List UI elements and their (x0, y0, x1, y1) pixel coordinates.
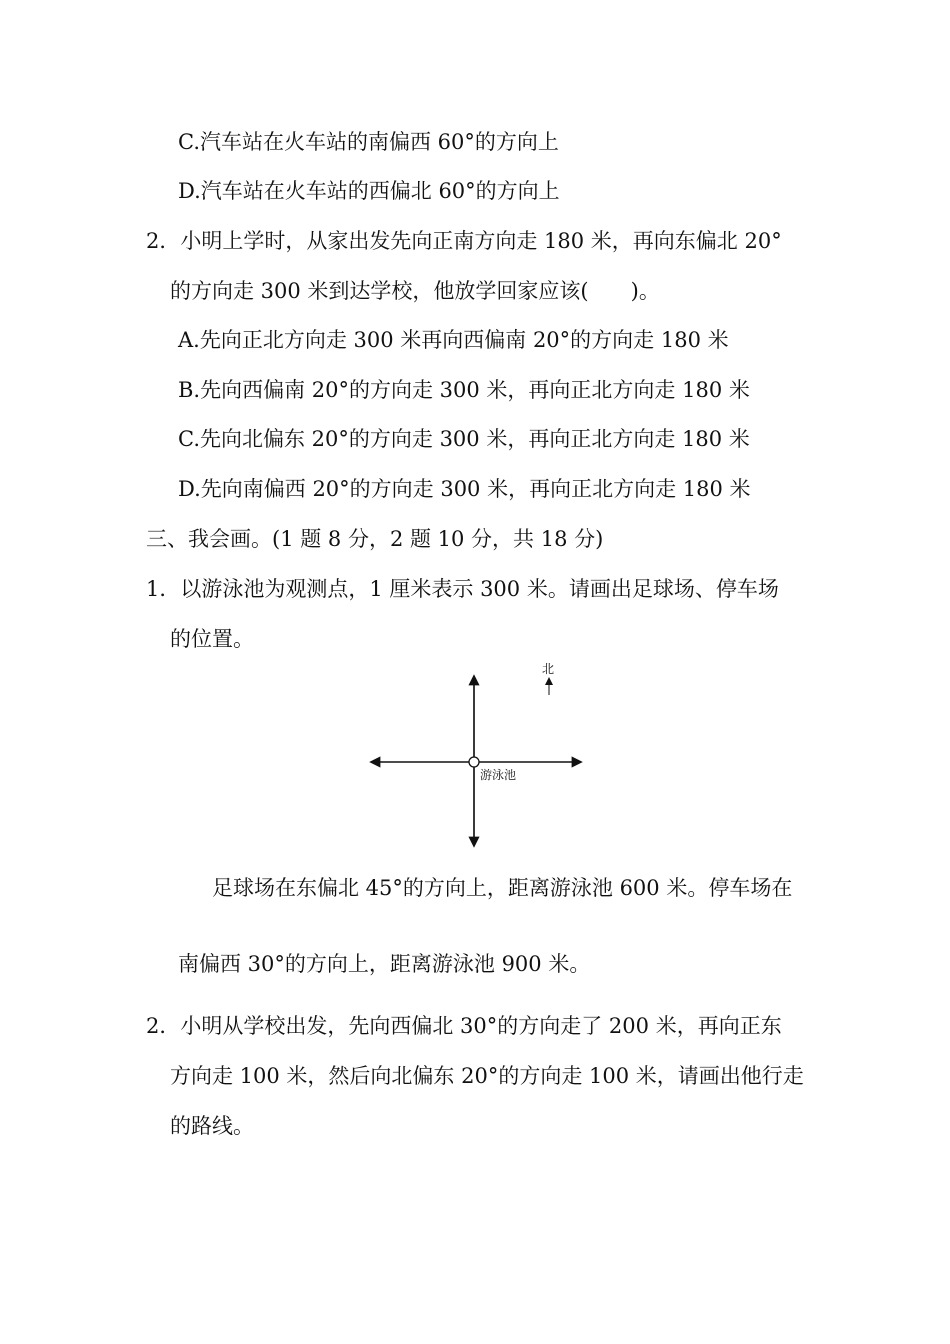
north-label: 北 (542, 662, 555, 676)
q2-option-d: D.先向南偏西 20°的方向走 300 米，再向正北方向走 180 米 (178, 477, 751, 501)
s3-q2-line3: 的路线。 (170, 1114, 254, 1138)
q2-option-a: A.先向正北方向走 300 米再向西偏南 20°的方向走 180 米 (178, 328, 729, 352)
q2-stem-line1: 2．小明上学时，从家出发先向正南方向走 180 米，再向东偏北 20° (146, 229, 782, 253)
q2-option-b: B.先向西偏南 20°的方向走 300 米，再向正北方向走 180 米 (178, 378, 750, 402)
q2-stem-line2: 的方向走 300 米到达学校，他放学回家应该( )。 (170, 279, 660, 303)
center-label: 游泳池 (480, 768, 517, 782)
answer-line2: 南偏西 30°的方向上，距离游泳池 900 米。 (178, 952, 591, 976)
s3-q2-line2: 方向走 100 米，然后向北偏东 20°的方向走 100 米，请画出他行走 (170, 1064, 804, 1088)
compass-diagram (360, 655, 590, 855)
section3-heading: 三、我会画。(1 题 8 分，2 题 10 分，共 18 分) (146, 527, 604, 551)
q1-option-d: D.汽车站在火车站的西偏北 60°的方向上 (178, 179, 560, 203)
s3-q1-line2: 的位置。 (170, 627, 254, 651)
q2-option-c: C.先向北偏东 20°的方向走 300 米，再向正北方向走 180 米 (178, 427, 750, 451)
s3-q2-line1: 2．小明从学校出发，先向西偏北 30°的方向走了 200 米，再向正东 (146, 1014, 782, 1038)
s3-q1-line1: 1．以游泳池为观测点，1 厘米表示 300 米。请画出足球场、停车场 (146, 577, 779, 601)
observation-point (469, 757, 479, 767)
q1-option-c: C.汽车站在火车站的南偏西 60°的方向上 (178, 130, 559, 154)
answer-line1: 足球场在东偏北 45°的方向上，距离游泳池 600 米。停车场在 (212, 876, 793, 900)
